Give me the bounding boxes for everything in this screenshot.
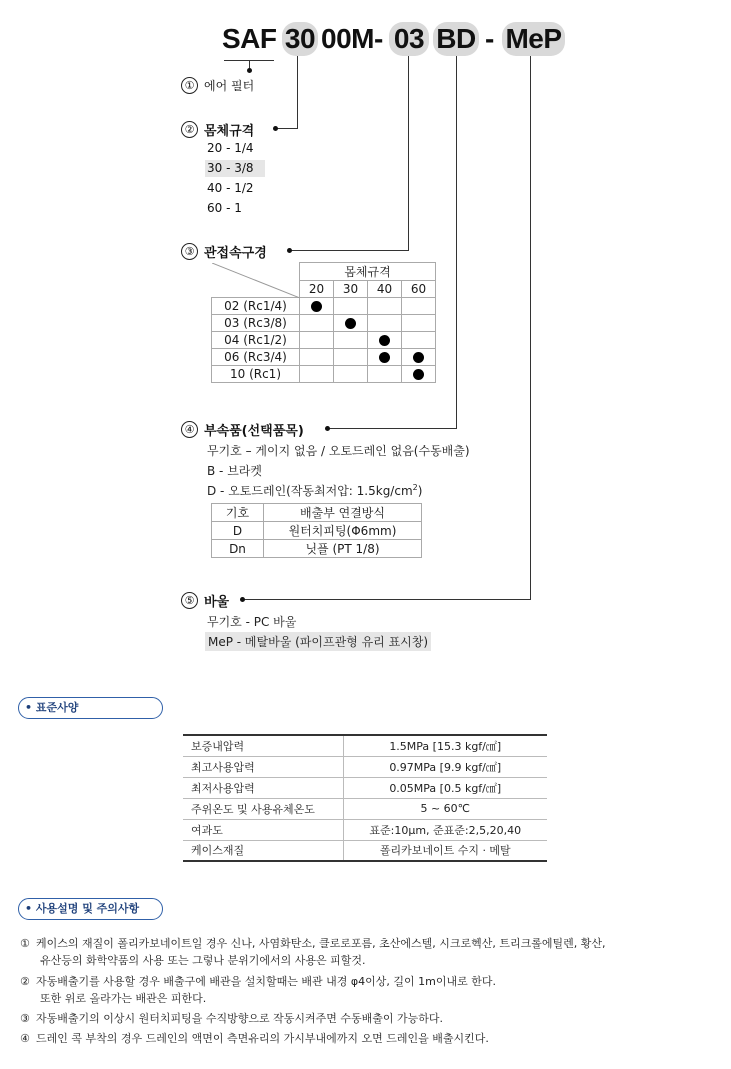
spec-row [183,777,547,798]
spec-value: 0.97MPa [9.9 kgf/㎠] [343,756,547,777]
corner-diagonal [212,263,300,298]
port-label: 10 (Rc1) [212,366,300,383]
compat-cell [334,315,368,332]
compat-mark [413,352,424,363]
compat-cell [402,366,436,383]
spec-key: 주위온도 및 사용유체온도 [183,798,343,819]
leader-size-dot [273,126,278,131]
compat-cell [368,298,402,315]
code-size: 30 [282,22,318,56]
compat-cell [300,366,334,383]
compat-cell [300,298,334,315]
leader-port-v [408,56,409,250]
note-item: ① 케이스의 재질이 폴리카보네이트일 경우 신나, 사염화탄소, 클로로포름, 초산에스텔, 시크로헥산, 트리크롤에틸렌, 황산, [20,937,606,950]
size-option: 60 - 1 [207,201,242,215]
compat-cell [300,315,334,332]
note-item: ③ 자동배출기의 이상시 원터치피팅을 수직방향으로 작동시켜주면 수동배출이 가능하다. [20,1012,444,1025]
port-table-corner [212,263,300,298]
spec-row [183,840,547,861]
port-row [212,332,436,349]
section2-num: ② [181,121,198,138]
compat-cell [368,315,402,332]
port-label: 04 (Rc1/2) [212,332,300,349]
spec-value: 0.05MPa [0.5 kgf/㎠] [343,777,547,798]
drain-method: 원터치피팅(Φ6mm) [264,522,422,540]
size-col-header: 30 [334,281,368,298]
leader-drain-dot [325,426,330,431]
section3-num: ③ [181,243,198,260]
compat-cell [368,349,402,366]
accessory-autodrain [207,482,422,499]
section5-num: ⑤ [181,592,198,609]
port-row [212,349,436,366]
spec-key: 여과도 [183,819,343,840]
leader-bowl-h [243,599,531,600]
port-label: 06 (Rc3/4) [212,349,300,366]
port-label: 02 (Rc1/4) [212,298,300,315]
section2-title [181,120,254,139]
compat-cell [402,332,436,349]
autodrain-sup: 2 [412,483,418,492]
spec-row [183,735,547,756]
port-label: 03 (Rc3/8) [212,315,300,332]
compat-mark [345,318,356,329]
code-drain: BD [433,22,479,56]
compat-mark [379,335,390,346]
leader-drain-h [328,428,457,429]
port-table-group-header: 몸체규격 [300,263,436,281]
drain-connection-table [211,503,422,558]
leader-bowl-v [530,56,531,599]
section2-label: 몸체규격 [204,124,255,139]
spec-key: 최저사용압력 [183,777,343,798]
port-size-table [211,262,436,383]
section1-num: ① [181,77,198,94]
section1-title [181,77,254,94]
compat-mark [379,352,390,363]
spec-key: 케이스재질 [183,840,343,861]
size-col-header: 40 [368,281,402,298]
accessory-bracket: B - 브라켓 [207,464,262,478]
code-bowl: MeP [502,22,565,56]
leader-drain-v [456,56,457,428]
note-continuation: 또한 위로 올라가는 배관은 피한다. [40,992,207,1005]
compat-cell [334,332,368,349]
spec-value: 1.5MPa [15.3 kgf/㎠] [343,735,547,756]
spec-key: 최고사용압력 [183,756,343,777]
spec-row [183,819,547,840]
compat-cell [368,332,402,349]
spec-heading: • 표준사양 [18,697,163,719]
drain-code: Dn [212,540,264,558]
spec-value: 폴리카보네이트 수지 · 메탈 [343,840,547,861]
leader-size-v [297,56,298,128]
compat-cell [334,298,368,315]
notes-heading: • 사용설명 및 주의사항 [18,898,163,920]
accessory-none: 무기호 – 게이지 없음 / 오토드레인 없음(수동배출) [207,444,470,458]
compat-cell [334,349,368,366]
port-row [212,315,436,332]
leader-port-dot [287,248,292,253]
compat-cell [300,349,334,366]
leader-port-h [290,250,409,251]
note-continuation: 유산등의 화학약품의 사용 또는 그렇나 분위기에서의 사용은 피할것. [40,954,366,967]
compat-cell [300,332,334,349]
spec-value: 표준:10μm, 준표준:2,5,20,40 [343,819,547,840]
size-option: 40 - 1/2 [207,181,254,195]
note-item: ④ 드레인 콕 부착의 경우 드레인의 액면이 측면유리의 가시부내에까지 오면 드레인을 배출시킨다. [20,1032,489,1045]
compat-cell [334,366,368,383]
bowl-pc: 무기호 - PC 바울 [207,615,297,629]
drain-method: 닛플 (PT 1/8) [264,540,422,558]
autodrain-text: D - 오토드레인(작동최저압: 1.5kg/cm [207,484,413,498]
autodrain-close: ) [417,484,423,498]
compat-cell [402,298,436,315]
size-col-header: 60 [402,281,436,298]
section4-num: ④ [181,421,198,438]
note-item: ② 자동배출기를 사용할 경우 배출구에 배관을 설치할때는 배관 내경 φ4이상, 길이 1m이내로 한다. [20,975,496,988]
size-option: 20 - 1/4 [207,141,254,155]
section3-title [181,242,267,261]
spec-value: 5 ~ 60℃ [343,798,547,819]
spec-row [183,756,547,777]
compat-cell [402,349,436,366]
compat-cell [368,366,402,383]
code-port: 03 [389,22,429,56]
port-row [212,366,436,383]
code-dash: - [485,23,494,54]
section3-label: 관접속구경 [204,246,267,261]
code-mid: 00M- [321,23,383,54]
code-prefix: SAF [222,23,277,54]
drain-header-method: 배출부 연결방식 [264,504,422,522]
spec-key: 보증내압력 [183,735,343,756]
spec-row [183,798,547,819]
section4-title [181,420,304,439]
leader-bowl-dot [240,597,245,602]
spec-table [183,734,547,862]
compat-cell [402,315,436,332]
size-option-selected: 30 - 3/8 [205,160,265,177]
bowl-metal-selected: MeP - 메탈바울 (파이프관형 유리 표시창) [205,632,431,651]
leader-size-h [276,128,298,129]
section4-label: 부속품(선택품목) [204,424,304,439]
port-row [212,298,436,315]
compat-mark [413,369,424,380]
compat-mark [311,301,322,312]
drain-header-code: 기호 [212,504,264,522]
size-col-header: 20 [300,281,334,298]
section1-label: 에어 필터 [204,79,255,93]
section5-title [181,591,229,610]
leader-prefix-dot [247,68,252,73]
section5-label: 바울 [204,595,230,610]
drain-code: D [212,522,264,540]
